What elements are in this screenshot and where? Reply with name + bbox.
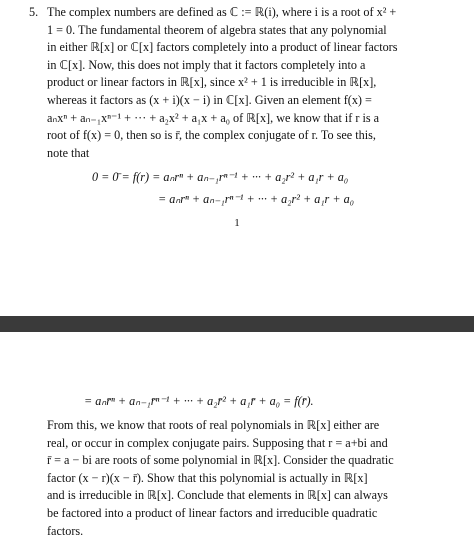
paragraph-line: root of f(x) = 0, then so is r̄, the complex conjugate of r. To see this, [47, 128, 376, 143]
equation-line-3: = aₙr̄ⁿ + aₙ₋₁r̄ⁿ⁻¹ + ··· + a₂r̄² + a₁r̄ + a₀ = f(r̄). [84, 394, 314, 408]
paragraph-line: 1 = 0. The fundamental theorem of algebra states that any polynomial [47, 22, 387, 37]
problem-number: 5. [29, 5, 39, 19]
paragraph-line: be factored into a product of linear factors and irreducible quadratic [47, 505, 378, 520]
paragraph-line: aₙxⁿ + aₙ₋₁xⁿ⁻¹ + ··· + a₂x² + a₁x + a₀ of ℝ[x], we know that if r is a [47, 110, 380, 125]
paragraph-line: The complex numbers are defined as ℂ := ℝ(i), where i is a root of x² + [47, 5, 397, 19]
paragraph-line: note that [47, 145, 90, 160]
page-separator [0, 316, 474, 332]
page-number: 1 [234, 217, 240, 229]
equation-line-2: = aₙrⁿ + aₙ₋₁rⁿ⁻¹ + ··· + a₂r² + a₁r + a₀ [158, 192, 354, 206]
problem-paragraph-2 [47, 417, 457, 540]
equation-line-1: 0 = 0̄ = f(r) = aₙrⁿ + aₙ₋₁rⁿ⁻¹ + ··· + a₂r² + a₁r + a₀ [92, 170, 349, 184]
paragraph-line: in either ℝ[x] or ℂ[x] factors completely into a product of linear factors [47, 40, 398, 55]
paragraph-line: real, or occur in complex conjugate pairs. Supposing that r = a+bi and [47, 435, 388, 450]
paragraph-line: and is irreducible in ℝ[x]. Conclude that elements in ℝ[x] can always [47, 488, 388, 503]
paragraph-line: r̄ = a − bi are roots of some polynomial in ℝ[x]. Consider the quadratic [47, 453, 394, 468]
paragraph-line: product or linear factors in ℝ[x], since x² + 1 is irreducible in ℝ[x], [47, 75, 377, 90]
document-page-bottom [0, 332, 474, 543]
paragraph-line: factor (x − r)(x − r̄). Show that this polynomial is actually in ℝ[x] [47, 470, 368, 485]
paragraph-line: factors. [47, 523, 84, 538]
paragraph-line: From this, we know that roots of real polynomials in ℝ[x] either are [47, 418, 380, 432]
problem-paragraph-1 [47, 4, 457, 162]
paragraph-line: whereas it factors as (x + i)(x − i) in ℂ[x]. Given an element f(x) = [47, 92, 372, 107]
paragraph-line: in ℂ[x]. Now, this does not imply that it factors completely into a [47, 57, 366, 72]
